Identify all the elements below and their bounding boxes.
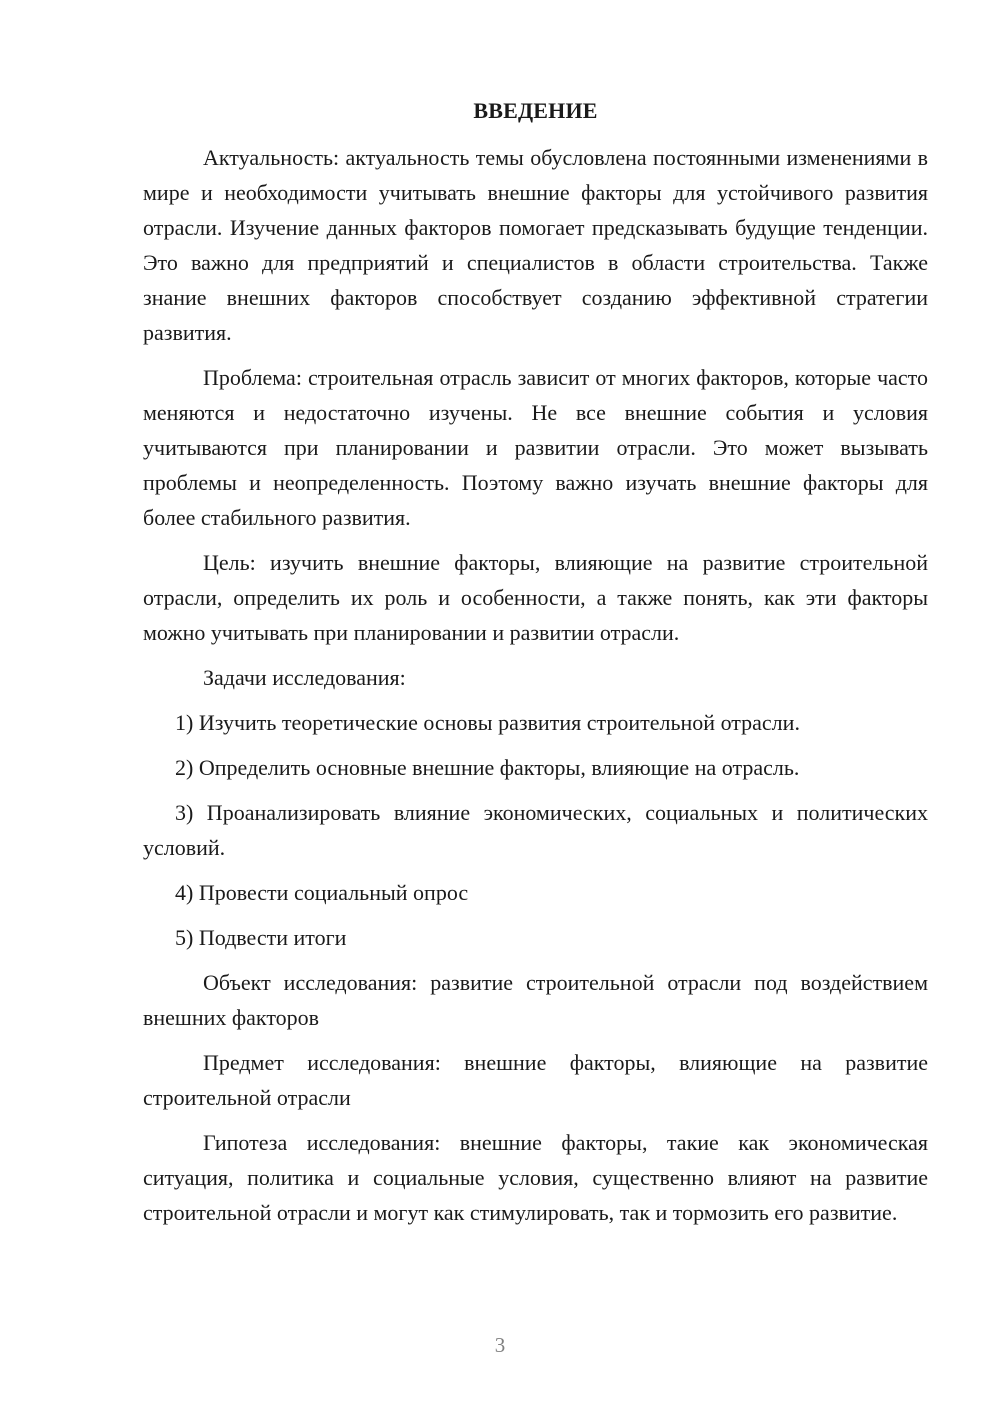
section-title: ВВЕДЕНИЕ xyxy=(473,98,598,123)
hypothesis-paragraph: Гипотеза исследования: внешние факторы, такие как экономическая ситуация, политика и социальные условия, существенно влияют на развитие строительной отрасли и могут как стимулировать, так и тормозить его развитие. xyxy=(143,1130,928,1225)
task-item-5: 5) Подвести итоги xyxy=(175,925,347,950)
relevance-paragraph: Актуальность: актуальность темы обусловлена постоянными изменениями в мире и необходимости учитывать внешние факторы для устойчивого развития отрасли. Изучение данных факторов помогает предсказывать будущие тенденции. Это важно для предприятий и специалистов в области строительства. Также знание внешних факторов способствует созданию эффективной стратегии развития. xyxy=(143,145,928,345)
tasks-heading: Задачи исследования: xyxy=(203,665,406,690)
document-page xyxy=(143,96,928,1240)
page-number: 3 xyxy=(494,1333,506,1357)
task-item-1: 1) Изучить теоретические основы развития строительной отрасли. xyxy=(175,710,800,735)
task-item-2: 2) Определить основные внешние факторы, влияющие на отрасль. xyxy=(175,755,800,780)
goal-paragraph: Цель: изучить внешние факторы, влияющие на развитие строительной отрасли, определить их роль и особенности, а также понять, как эти факторы можно учитывать при планировании и развитии отрасли. xyxy=(143,550,928,645)
problem-paragraph: Проблема: строительная отрасль зависит от многих факторов, которые часто меняются и недостаточно изучены. Не все внешние события и условия учитываются при планировании и развитии отрасли. Это может вызывать проблемы и неопределенность. Поэтому важно изучать внешние факторы для более стабильного развития. xyxy=(143,365,928,530)
object-paragraph: Объект исследования: развитие строительной отрасли под воздействием внешних факторов xyxy=(143,970,928,1030)
task-item-3: 3) Проанализировать влияние экономических, социальных и политических условий. xyxy=(143,800,928,860)
task-item-4: 4) Провести социальный опрос xyxy=(175,880,469,905)
subject-paragraph: Предмет исследования: внешние факторы, влияющие на развитие строительной отрасли xyxy=(143,1050,928,1110)
